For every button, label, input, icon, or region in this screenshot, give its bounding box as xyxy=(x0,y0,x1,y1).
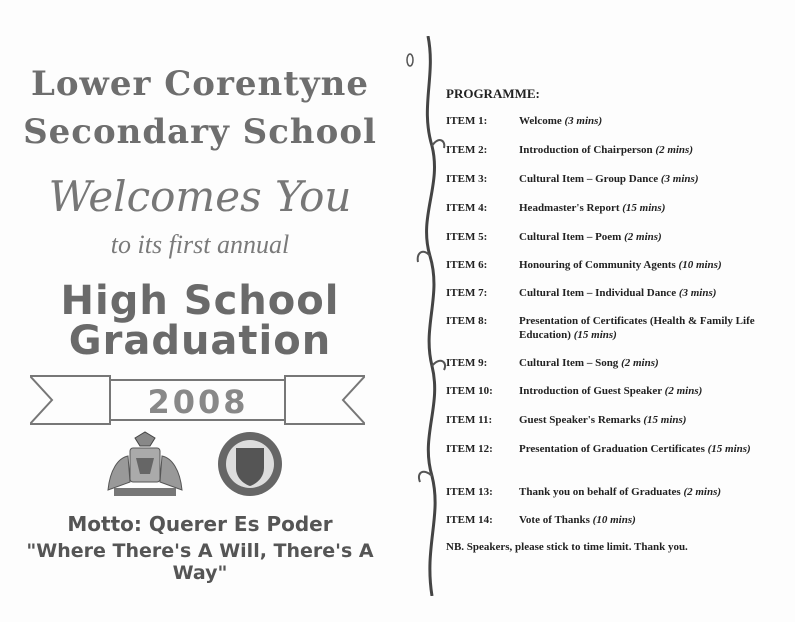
motto: Motto: Querer Es Poder xyxy=(67,512,333,536)
programme-item-number: ITEM 6: xyxy=(446,259,488,271)
programme-item-text xyxy=(519,143,789,157)
programme-item-number: ITEM 12: xyxy=(446,443,493,455)
programme-item-label: Cultural Item – Group Dance xyxy=(519,173,661,185)
speaker-note: NB. Speakers, please stick to time limit. Thank you. xyxy=(446,541,688,553)
programme-item-duration: (2 mins) xyxy=(624,231,662,243)
programme-item-text xyxy=(519,172,789,186)
programme-item-duration: (15 mins) xyxy=(707,443,751,455)
graduation-year: 2008 xyxy=(147,383,249,421)
programme-item-text xyxy=(519,286,789,300)
school-name-line1: Lower Corentyne xyxy=(30,64,370,104)
programme-item-label: Cultural Item – Individual Dance xyxy=(519,287,679,299)
programme-item-label: Cultural Item – Poem xyxy=(519,231,625,243)
programme-item-number: ITEM 5: xyxy=(446,231,488,243)
programme-item-number: ITEM 9: xyxy=(446,357,488,369)
programme-item-duration: (15 mins) xyxy=(643,414,687,426)
programme-item-number: ITEM 1: xyxy=(446,115,488,127)
headline-graduation: Graduation xyxy=(68,318,332,364)
programme-item-duration: (2 mins) xyxy=(621,357,659,369)
programme-item-text xyxy=(519,258,789,272)
programme-item-duration: (15 mins) xyxy=(573,329,617,341)
programme-title: PROGRAMME: xyxy=(446,86,540,101)
programme-item-number: ITEM 7: xyxy=(446,287,488,299)
programme-item-text xyxy=(519,230,789,244)
programme-item-duration: (2 mins) xyxy=(655,144,693,156)
programme-item-number: ITEM 14: xyxy=(446,514,493,526)
programme-item-number: ITEM 13: xyxy=(446,486,493,498)
programme-item-number: ITEM 3: xyxy=(446,173,488,185)
programme-item-duration: (15 mins) xyxy=(622,202,666,214)
programme-item-text xyxy=(519,114,789,128)
programme-item-number: ITEM 10: xyxy=(446,385,493,397)
programme-item-duration: (3 mins) xyxy=(678,287,717,299)
programme-item-text xyxy=(519,485,789,499)
programme-item-duration: (2 mins) xyxy=(683,486,722,498)
programme-item-label: Presentation of Certificates (Health & Family Life Education) xyxy=(519,315,755,341)
welcome-subtitle: to its first annual xyxy=(110,230,290,259)
programme-item-number: ITEM 4: xyxy=(446,202,488,214)
programme-item-number: ITEM 2: xyxy=(446,144,488,156)
programme-item-number: ITEM 8: xyxy=(446,315,488,327)
programme-item-label: Headmaster's Report xyxy=(519,202,623,214)
programme-item-duration: (2 mins) xyxy=(664,385,703,397)
headline-high-school: High School xyxy=(60,278,340,324)
coat-of-arms-icon xyxy=(100,430,190,500)
programme-item-text xyxy=(519,356,789,370)
programme-item-duration: (10 mins) xyxy=(592,514,636,526)
programme-item-text xyxy=(519,442,789,456)
programme-item-text xyxy=(519,513,789,527)
programme-item-label: Presentation of Graduation Certificates xyxy=(519,443,708,455)
programme-item-label: Cultural Item – Song xyxy=(519,357,622,369)
programme-item-number: ITEM 11: xyxy=(446,414,493,426)
programme-item-text xyxy=(519,413,789,427)
programme-item-duration: (3 mins) xyxy=(564,115,603,127)
motto-translation: "Where There's A Will, There's A Way" xyxy=(26,540,374,584)
programme-item-text xyxy=(519,314,789,342)
programme-item-label: Thank you on behalf of Graduates xyxy=(519,486,684,498)
programme-item-text xyxy=(519,201,789,215)
programme-item-text xyxy=(519,384,789,398)
school-name-line2: Secondary School xyxy=(23,112,377,152)
programme-item-label: Welcome xyxy=(519,115,565,127)
programme-item-label: Introduction of Guest Speaker xyxy=(519,385,665,397)
programme-item-label: Introduction of Chairperson xyxy=(519,144,656,156)
shield-icon xyxy=(210,428,290,500)
welcome-heading: Welcomes You xyxy=(48,172,352,221)
programme-item-duration: (10 mins) xyxy=(678,259,722,271)
programme-item-label: Guest Speaker's Remarks xyxy=(519,414,644,426)
programme-item-label: Vote of Thanks xyxy=(519,514,593,526)
programme-item-label: Honouring of Community Agents xyxy=(519,259,679,271)
programme-item-duration: (3 mins) xyxy=(660,173,699,185)
